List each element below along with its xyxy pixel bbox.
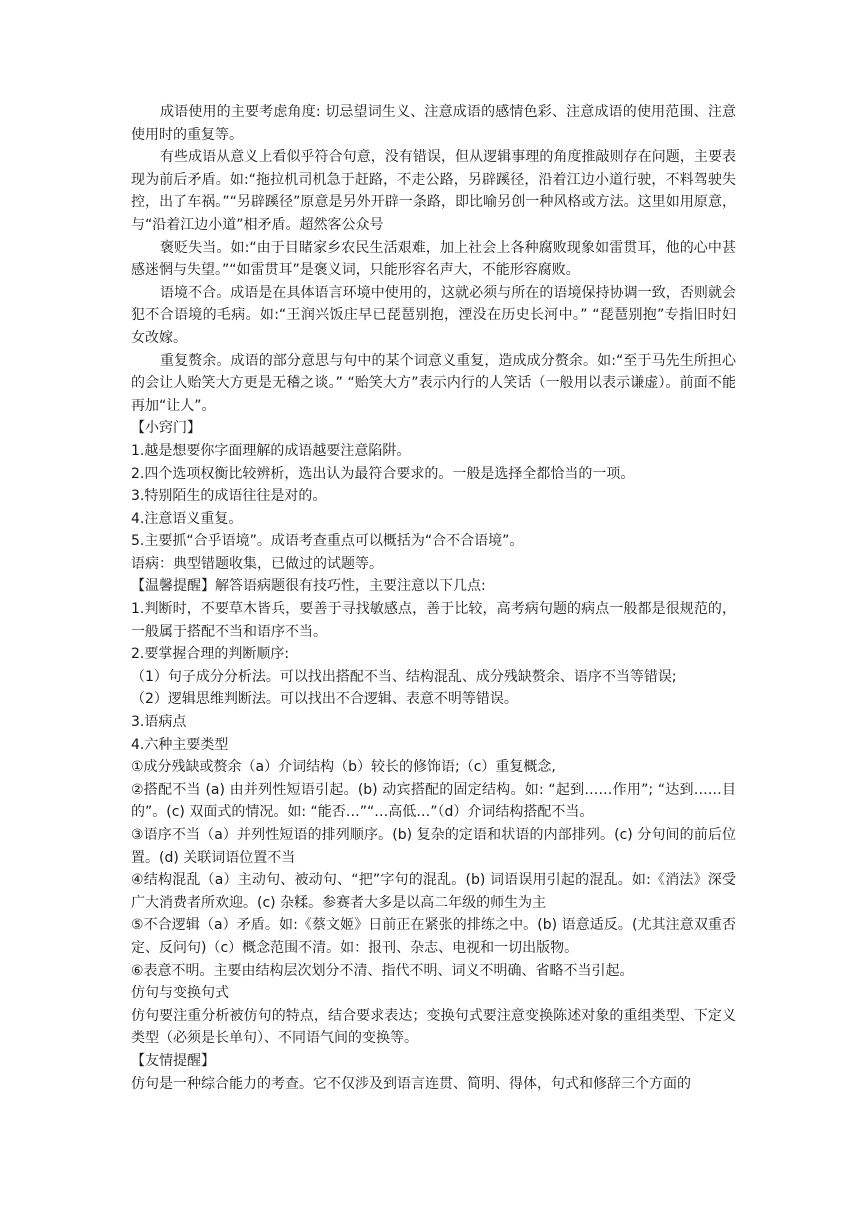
paragraph-redundancy: 重复赘余。成语的部分意思与句中的某个词意义重复，造成成分赘余。如:“至于马先生所担心的会让人贻笑大方更是无稽之谈。” “贻笑大方”表示内行的人笑话（一般用以表示谦虚）。前面不能再加“让人”。	[131, 352, 736, 414]
error-type-1: ①成分残缺或赘余（a）介词结构（b）较长的修饰语;（c）重复概念,	[131, 759, 556, 776]
heading-friendly-reminder: 【友情提醒】	[131, 1052, 215, 1069]
heading-imitation-sentences: 仿句与变换句式	[131, 985, 229, 1002]
error-type-4: ④结构混乱（a）主动句、被动句、“把”字句的混乱。(b) 词语误用引起的混乱。如:《消法》深受广大消费者所欢迎。(c) 杂糅。参赛者大多是以高二年级的师生为主	[131, 872, 736, 911]
paragraph-context-mismatch: 语境不合。成语是在具体语言环境中使用的，这就必须与所在的语境保持协调一致，否则就会犯不合语境的毛病。如:“王润兴饭庄早已琵琶别抱，湮没在历史长河中。” “琵琶别抱”专指旧时妇女改嫁。	[131, 284, 736, 346]
tip-item-5: 5.主要抓“合乎语境”。成语考查重点可以概括为“合不合语境”。	[131, 533, 524, 550]
error-type-3: ③语序不当（a）并列性短语的排列顺序。(b) 复杂的定语和状语的内部排列。(c) 分句间的前后位置。(d) 关联词语位置不当	[131, 827, 736, 866]
reminder-item-2: 2.要掌握合理的判断顺序:	[131, 646, 290, 663]
error-type-5: ⑤不合逻辑（a）矛盾。如:《蔡文姬》日前正在紧张的排练之中。(b) 语意适反。(尤其注意双重否定、反问句)（c）概念范围不清。如：报刊、杂志、电视和一切出版物。	[131, 917, 736, 956]
imitation-intro-text: 仿句是一种综合能力的考查。它不仅涉及到语言连贯、简明、得体，句式和修辞三个方面的	[131, 1075, 691, 1092]
heading-warm-reminder: 【温馨提醒】解答语病题很有技巧性，主要注意以下几点:	[131, 578, 486, 595]
grammar-error-note: 语病：典型错题收集，已做过的试题等。	[131, 555, 383, 572]
method-item-1: （1）句子成分分析法。可以找出搭配不当、结构混乱、成分残缺赘余、语序不当等错误;	[131, 668, 677, 685]
paragraph-logic-contradiction: 有些成语从意义上看似乎符合句意，没有错误，但从逻辑事理的角度推敲则存在问题，主要表现为前后矛盾。如:“拖拉机司机急于赶路，不走公路，另辟蹊径，沿着江边小道行驶，不料驾驶失控，出了车祸。”“另辟蹊径”原意是另外开辟一条路，即比喻另创一种风格或方法。这里如用原意，与“沿着江边小道”相矛盾。超然客公众号	[131, 149, 736, 233]
tip-item-2: 2.四个选项权衡比较辨析，选出认为最符合要求的。一般是选择全都恰当的一项。	[131, 465, 635, 482]
tip-item-4: 4.注意语义重复。	[131, 510, 243, 527]
error-type-6: ⑥表意不明。主要由结构层次划分不清、指代不明、词义不明确、省略不当引起。	[131, 962, 634, 979]
error-type-2: ②搭配不当 (a) 由并列性短语引起。(b) 动宾搭配的固定结构。如: “起到……作用”; “达到……目的”。(c) 双面式的情况。如: “能否…”“…高低…”（d）介词结构搭配不当。	[131, 781, 736, 821]
paragraph-idiom-considerations: 成语使用的主要考虑角度: 切忌望词生义、注意成语的感情色彩、注意成语的使用范围、注意使用时的重复等。	[131, 104, 736, 143]
paragraph-sentiment-misuse: 褒贬失当。如:“由于目睹家乡农民生活艰难，加上社会上各种腐败现象如雷贯耳，他的心中甚感迷惘与失望。”“如雷贯耳”是褒义词，只能形容名声大，不能形容腐败。	[131, 239, 736, 279]
method-item-2: （2）逻辑思维判断法。可以找出不合逻辑、表意不明等错误。	[131, 691, 518, 708]
tip-item-1: 1.越是想要你字面理解的成语越要注意陷阱。	[131, 442, 411, 459]
imitation-sentences-text: 仿句要注重分析被仿句的特点，结合要求表达；变换句式要注意变换陈述对象的重组类型、下定义类型（必须是长单句）、不同语气间的变换等。	[131, 1007, 736, 1047]
heading-tips: 【小窍门】	[131, 420, 201, 437]
reminder-item-1: 1.判断时，不要草木皆兵，要善于寻找敏感点，善于比较，高考病句题的病点一般都是很规范的，一般属于搭配不当和语序不当。	[131, 601, 736, 640]
reminder-item-4: 4.六种主要类型	[131, 736, 229, 753]
reminder-item-3: 3.语病点	[131, 714, 187, 731]
tip-item-3: 3.特别陌生的成语往往是对的。	[131, 488, 327, 505]
